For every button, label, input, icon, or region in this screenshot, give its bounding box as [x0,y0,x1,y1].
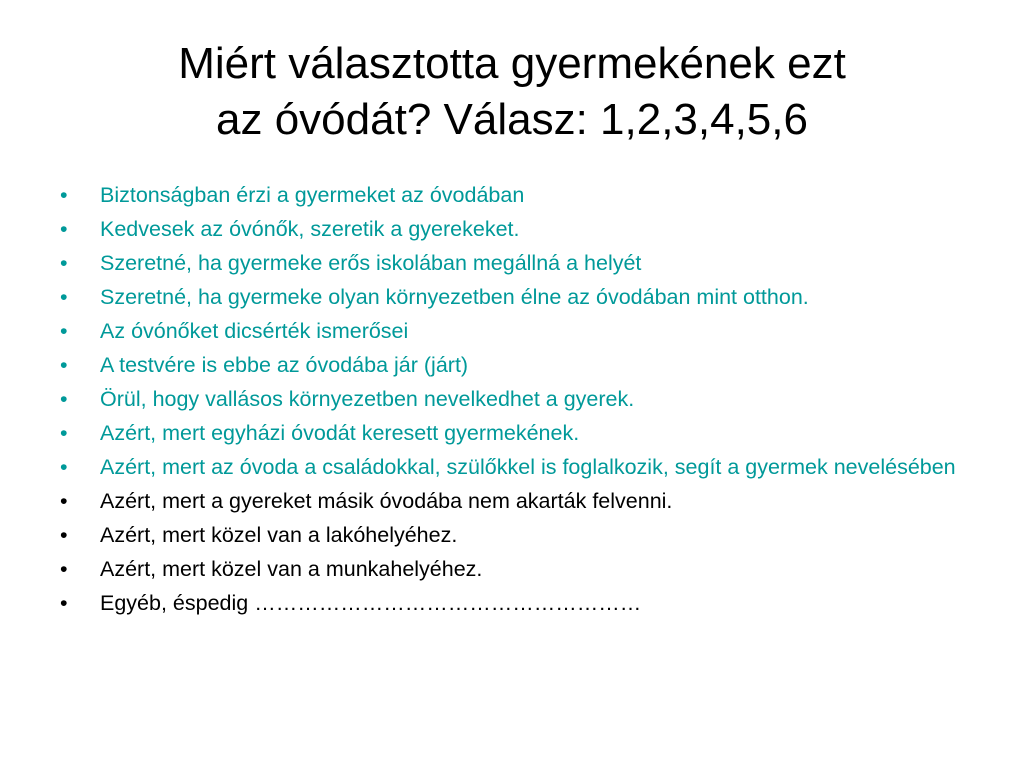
list-item-text: Azért, mert közel van a lakóhelyéhez. [100,523,458,547]
bullet-dot-icon: • [60,523,68,547]
bullet-dot-icon: • [60,455,68,479]
bullet-dot-icon: • [60,285,68,309]
list-item [60,591,960,615]
list-item [60,387,960,411]
list-item [60,523,960,547]
list-item [60,353,960,377]
slide-title-line-2: az óvódát? Válasz: 1,2,3,4,5,6 [216,95,808,144]
bullet-dot-icon: • [60,591,68,615]
bullet-dot-icon: • [60,217,68,241]
list-item-text: Azért, mert közel van a munkahelyéhez. [100,557,483,581]
list-item-text: Szeretné, ha gyermeke erős iskolában megállná a helyét [100,251,642,275]
list-item-text: Az óvónőket dicsérték ismerősei [100,319,409,343]
list-item-text: Örül, hogy vallásos környezetben nevelkedhet a gyerek. [100,387,635,411]
list-item [60,421,960,445]
list-item [60,489,960,513]
list-item-text: A testvére is ebbe az óvodába jár (járt) [100,353,469,377]
list-item-text: Szeretné, ha gyermeke olyan környezetben élne az óvodában mint otthon. [100,285,809,309]
list-item-text: Biztonságban érzi a gyermeket az óvodában [100,183,525,207]
list-item [60,251,960,275]
list-item [60,455,960,479]
list-item [60,183,960,207]
list-item-text: Kedvesek az óvónők, szeretik a gyerekeket. [100,217,520,241]
bullet-dot-icon: • [60,421,68,445]
bullet-dot-icon: • [60,319,68,343]
list-item-text: Azért, mert a gyereket másik óvodába nem akarták felvenni. [100,489,673,513]
list-item [60,285,960,309]
slide-title [40,36,984,148]
bullet-dot-icon: • [60,353,68,377]
bullet-dot-icon: • [60,489,68,513]
list-item [60,557,960,581]
list-item-text: Azért, mert az óvoda a családokkal, szülőkkel is foglalkozik, segít a gyermek nevelésében [100,455,956,479]
list-item [60,319,960,343]
list-item-text: Egyéb, éspedig ……………………………………………… [100,591,642,615]
slide-title-line-1: Miért választotta gyermekének ezt [178,39,846,88]
bullet-dot-icon: • [60,557,68,581]
bullet-dot-icon: • [60,251,68,275]
bullet-list [60,183,960,625]
list-item-text: Azért, mert egyházi óvodát keresett gyermekének. [100,421,580,445]
list-item [60,217,960,241]
bullet-dot-icon: • [60,387,68,411]
bullet-dot-icon: • [60,183,68,207]
